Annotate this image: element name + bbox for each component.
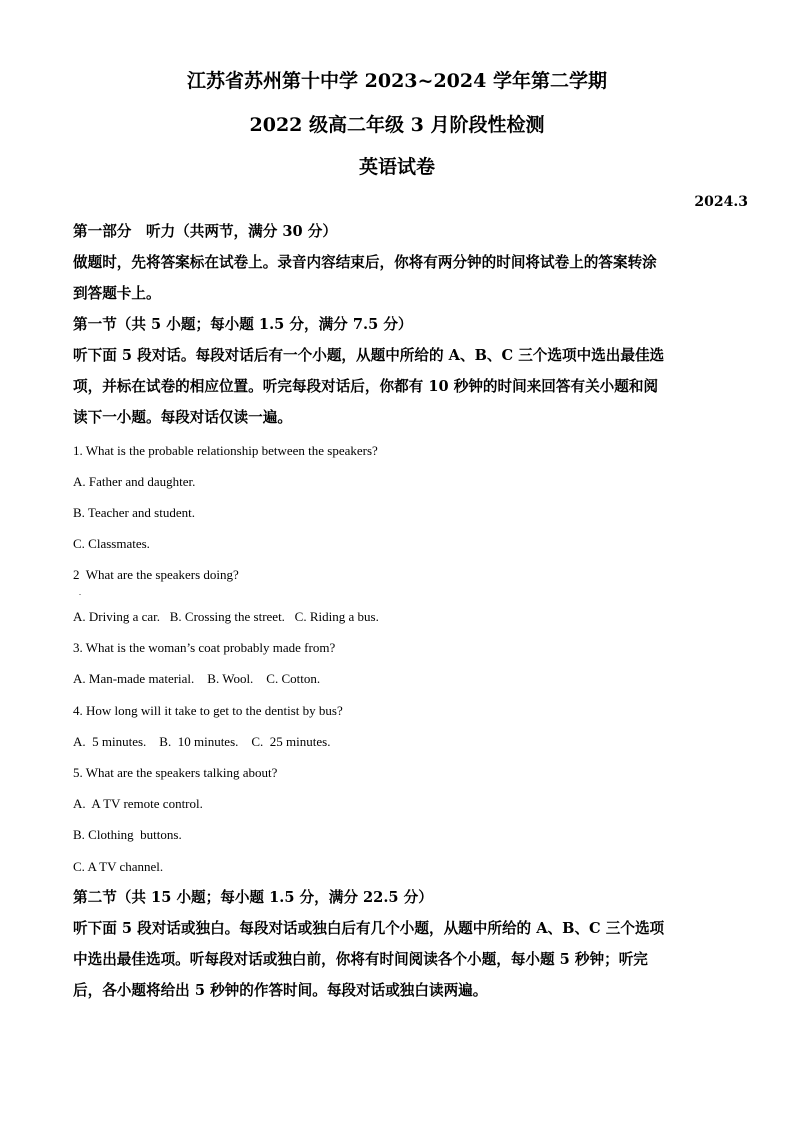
section2-instruction-line-1: 听下面 5 段对话或独白。每段对话或独白后有几个小题，从题中所给的 A、B、C 三个选项	[73, 920, 665, 937]
part1-instruction-line-2: 到答题卡上。	[73, 285, 161, 302]
question-4: 4. How long will it take to get to the dentist by bus?	[73, 703, 343, 718]
exam-title-line-1: 江苏省苏州第十中学 2023~2024 学年第二学期	[187, 70, 607, 92]
section2-instruction-line-2: 中选出最佳选项。听每段对话或独白前，你将有时间阅读各个小题，每小题 5 秒钟；听完	[73, 951, 648, 968]
question-1-option-a: A. Father and daughter.	[73, 474, 196, 489]
exam-title-line-2: 2022 级高二年级 3 月阶段性检测	[249, 114, 545, 136]
section2-instruction-line-3: 后，各小题将给出 5 秒钟的作答时间。每段对话或独白读两遍。	[73, 982, 488, 999]
question-1-option-c: C. Classmates.	[73, 536, 150, 551]
stray-dot-mark: .	[79, 588, 81, 597]
part1-heading: 第一部分 听力（共两节，满分 30 分）	[73, 223, 337, 240]
question-2: 2 What are the speakers doing?	[73, 567, 239, 582]
question-5-option-b: B. Clothing buttons.	[73, 827, 182, 842]
question-3-options: A. Man-made material. B. Wool. C. Cotton.	[73, 671, 321, 686]
question-4-options: A. 5 minutes. B. 10 minutes. C. 25 minutes.	[73, 734, 331, 749]
section1-instruction-line-3: 读下一小题。每段对话仅读一遍。	[73, 409, 292, 426]
question-5: 5. What are the speakers talking about?	[73, 765, 278, 780]
section1-heading: 第一节（共 5 小题；每小题 1.5 分，满分 7.5 分）	[73, 316, 413, 333]
section2-heading: 第二节（共 15 小题；每小题 1.5 分，满分 22.5 分）	[73, 889, 433, 906]
question-5-option-c: C. A TV channel.	[73, 859, 164, 874]
exam-date: 2024.3	[694, 194, 748, 210]
question-2-options: A. Driving a car. B. Crossing the street. C. Riding a bus.	[73, 609, 379, 624]
exam-title-line-3: 英语试卷	[358, 156, 435, 178]
question-1: 1. What is the probable relationship between the speakers?	[73, 443, 378, 458]
question-1-option-b: B. Teacher and student.	[73, 505, 195, 520]
part1-instruction-line-1: 做题时，先将答案标在试卷上。录音内容结束后，你将有两分钟的时间将试卷上的答案转涂	[73, 254, 657, 271]
section1-instruction-line-2: 项，并标在试卷的相应位置。听完每段对话后，你都有 10 秒钟的时间来回答有关小题和阅	[73, 378, 659, 395]
question-5-option-a: A. A TV remote control.	[73, 796, 203, 811]
section1-instruction-line-1: 听下面 5 段对话。每段对话后有一个小题，从题中所给的 A、B、C 三个选项中选出最佳选	[73, 347, 665, 364]
question-3: 3. What is the woman’s coat probably made from?	[73, 640, 336, 655]
